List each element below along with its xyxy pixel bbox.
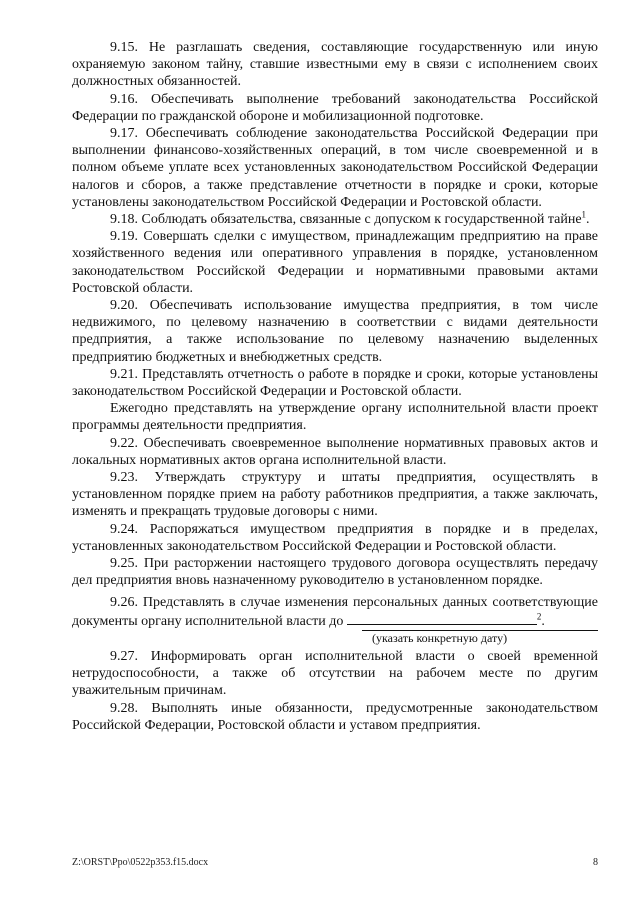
clause-9-16: 9.16. Обеспечивать выполнение требований законодательства Российской Федерации по гражданской обороне и мобилизационной подготовке. <box>72 91 598 124</box>
footnote-mark-1: 1 <box>581 209 587 220</box>
clause-9-28: 9.28. Выполнять иные обязанности, предусмотренные законодательством Российской Федерации, Ростовской области и уставом предприятия. <box>72 700 598 733</box>
footnote-mark-2: 2 <box>536 611 542 622</box>
clause-9-18-text: 9.18. Соблюдать обязательства, связанные с допуском к государственной тайне <box>110 212 582 228</box>
date-fill-hint-row <box>72 630 598 645</box>
date-fill-line[interactable] <box>347 611 537 625</box>
clause-9-21: 9.21. Представлять отчетность о работе в порядке и сроки, которые установлены законодательством Российской Федерации и Ростовской области. <box>72 366 598 400</box>
document-body <box>72 39 598 734</box>
clause-9-24: 9.24. Распоряжаться имуществом предприятия в порядке и в пределах, установленных законодательством Российской Федерации и Ростовской области. <box>72 521 598 554</box>
file-path: Z:\ORST\Ppo\0522p353.f15.docx <box>72 857 209 868</box>
date-fill-hint: (указать конкретную дату) <box>362 630 598 645</box>
clause-9-21-annual: Ежегодно представлять на утверждение органу исполнительной власти проект программы деятельности предприятия. <box>72 401 598 434</box>
clause-9-25: 9.25. При расторжении настоящего трудового договора осуществлять передачу дел предприятия вновь назначенному руководителю в установленном порядке. <box>72 556 598 589</box>
clause-9-20: 9.20. Обеспечивать использование имущества предприятия, в том числе недвижимого, по целевому назначению в соответствии с видами деятельности предприятия, а также использование по целевому назначению выделенных предприятию бюджетных и внебюджетных средств. <box>72 298 598 365</box>
clause-9-18-end: . <box>586 212 590 228</box>
clause-9-23: 9.23. Утверждать структуру и штаты предприятия, осуществлять в установленном порядке прием на работу работников предприятия, а также заключать, изменять и прекращать трудовые договоры с ними. <box>72 470 598 520</box>
clause-9-22: 9.22. Обеспечивать своевременное выполнение нормативных правовых актов и локальных нормативных актов органа исполнительной власти. <box>72 435 598 468</box>
clause-9-26-end: . <box>541 613 545 629</box>
clause-9-26 <box>72 594 598 630</box>
clause-9-19: 9.19. Совершать сделки с имуществом, принадлежащим предприятию на праве хозяйственного ведения или оперативного управления в порядке, установленном законодательством Российской Федерации и нормативными правовыми актами Ростовской области. <box>72 229 598 296</box>
page-footer <box>72 857 598 868</box>
clause-9-18 <box>72 211 598 228</box>
page-number: 8 <box>593 857 598 868</box>
clause-9-26-text: 9.26. Представлять в случае изменения персональных данных соответствующие документы органу исполнительной власти до <box>72 594 598 629</box>
clause-9-15: 9.15. Не разглашать сведения, составляющие государственную или иную охраняемую законом тайну, ставшие известными ему в связи с исполнением своих должностных обязанностей. <box>72 40 598 90</box>
clause-9-17: 9.17. Обеспечивать соблюдение законодательства Российской Федерации при выполнении финансово-хозяйственных операций, в том числе своевременной и в полном объеме уплате всех установленных законодательством Российской Федерации налогов и сборов, а также представление отчетности в порядке и сроки, которые установлены законодательством Российской Федерации и Ростовской области. <box>72 126 598 210</box>
clause-9-27: 9.27. Информировать орган исполнительной власти о своей временной нетрудоспособности, а также об отсутствии на рабочем месте по другим уважительным причинам. <box>72 648 598 699</box>
